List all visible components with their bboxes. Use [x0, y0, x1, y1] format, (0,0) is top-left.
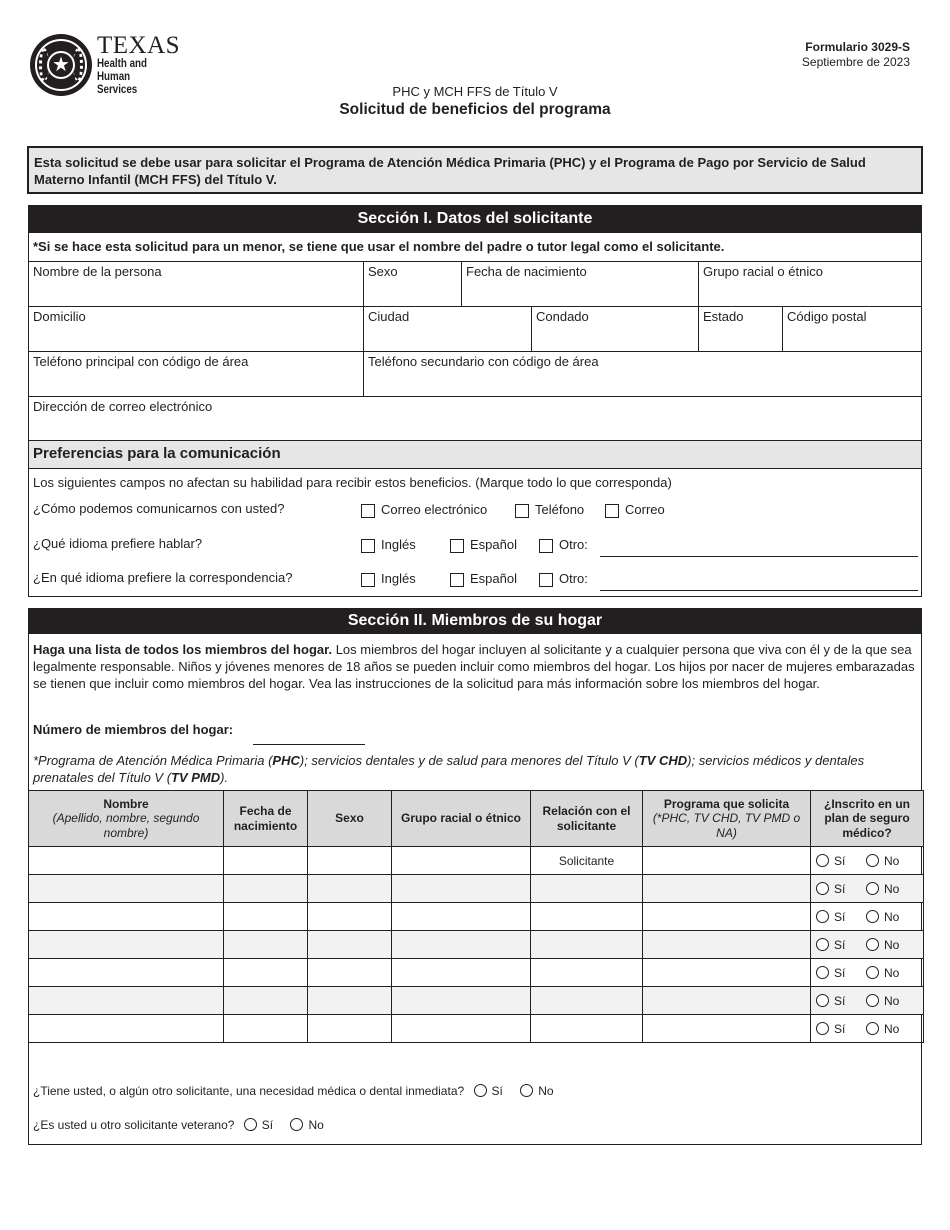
insured-yes-radio[interactable]: Sí: [816, 938, 866, 952]
insured-no-radio[interactable]: No: [866, 910, 899, 924]
state-field[interactable]: [699, 307, 783, 352]
checkbox-icon[interactable]: [605, 504, 619, 518]
col-program: Programa que solicita (*PHC, TV CHD, TV PMD o NA): [643, 791, 811, 847]
relation-cell[interactable]: [531, 875, 643, 903]
relation-cell[interactable]: [531, 1015, 643, 1043]
dob-cell[interactable]: [224, 875, 308, 903]
email-label: Dirección de correo electrónico: [33, 399, 213, 414]
contact-method-row: [33, 501, 913, 519]
written-spanish-checkbox[interactable]: Español: [450, 570, 517, 587]
dob-cell[interactable]: [224, 903, 308, 931]
written-english-checkbox[interactable]: Inglés: [361, 570, 416, 587]
insured-cell: [811, 987, 924, 1015]
zip-field[interactable]: [783, 307, 921, 352]
col-insured: ¿Inscrito en un plan de seguro médico?: [811, 791, 924, 847]
program-cell[interactable]: [643, 987, 811, 1015]
name-cell[interactable]: [29, 847, 224, 875]
insured-cell: [811, 1015, 924, 1043]
sex-cell[interactable]: [308, 903, 392, 931]
col-race: Grupo racial o étnico: [392, 791, 531, 847]
written-other-checkbox[interactable]: Otro:: [539, 570, 588, 587]
household-instructions: Haga una lista de todos los miembros del hogar. Los miembros del hogar incluyen al solicitante y a cualquier persona que viva con él y de la que sea legalmente responsable. Niños y jóvenes menores de 18 años se pueden incluir como miembros del hogar. Los hijos por nacer de mujeres embarazadas se tienen que incluir como miembros del hogar. Vea las instrucciones de la solicitud para más información sobre los miembros del hogar.: [33, 642, 915, 691]
table-row: [29, 847, 924, 875]
race-field[interactable]: [699, 262, 921, 307]
table-row: [29, 903, 924, 931]
insured-yes-radio[interactable]: Sí: [816, 966, 866, 980]
city-label: Ciudad: [368, 309, 410, 324]
county-label: Condado: [536, 309, 589, 324]
name-cell[interactable]: [29, 959, 224, 987]
insured-cell: [811, 903, 924, 931]
medical-need-yes-radio[interactable]: Sí: [474, 1084, 517, 1098]
address-field[interactable]: [29, 307, 364, 352]
col-sex: Sexo: [308, 791, 392, 847]
sex-cell[interactable]: [308, 1015, 392, 1043]
program-cell[interactable]: [643, 931, 811, 959]
name-cell[interactable]: [29, 875, 224, 903]
dob-field[interactable]: [462, 262, 699, 307]
contact-method-question: ¿Cómo podemos comunicarnos con usted?: [33, 501, 285, 516]
program-cell[interactable]: [643, 847, 811, 875]
dob-cell[interactable]: [224, 959, 308, 987]
spoken-other-checkbox[interactable]: Otro:: [539, 536, 588, 553]
race-cell[interactable]: [392, 987, 531, 1015]
spoken-language-question: ¿Qué idioma prefiere hablar?: [33, 536, 203, 551]
veteran-yes-radio[interactable]: Sí: [244, 1118, 287, 1132]
form-date: Septiembre de 2023: [801, 55, 910, 69]
checkbox-icon[interactable]: [361, 504, 375, 518]
communication-preferences-header: Preferencias para la comunicación: [29, 441, 921, 469]
name-field[interactable]: [29, 262, 364, 307]
phone-secondary-label: Teléfono secundario con código de área: [368, 354, 599, 369]
household-count-label: Número de miembros del hogar:: [33, 722, 234, 737]
insured-cell: [811, 875, 924, 903]
checkbox-icon[interactable]: [539, 573, 553, 587]
relation-cell[interactable]: [531, 959, 643, 987]
checkbox-icon[interactable]: [450, 573, 464, 587]
table-row: [29, 987, 924, 1015]
program-cell[interactable]: [643, 903, 811, 931]
insured-no-radio[interactable]: No: [866, 938, 899, 952]
insured-no-radio[interactable]: No: [866, 966, 899, 980]
form-number: Formulario 3029-S: [805, 40, 910, 54]
document-title: [0, 84, 950, 120]
household-count-input[interactable]: [253, 744, 365, 745]
sex-cell[interactable]: [308, 875, 392, 903]
insured-no-radio[interactable]: No: [866, 994, 899, 1008]
veteran-no-radio[interactable]: No: [290, 1118, 323, 1132]
table-row: [29, 875, 924, 903]
table-header-row: [29, 791, 924, 847]
phone-secondary-field[interactable]: [364, 352, 921, 397]
insured-cell: [811, 931, 924, 959]
race-cell[interactable]: [392, 959, 531, 987]
veteran-question: ¿Es usted u otro solicitante veterano? Sí No: [33, 1118, 324, 1132]
sex-cell[interactable]: [308, 959, 392, 987]
dob-cell[interactable]: [224, 847, 308, 875]
section2-header: Sección II. Miembros de su hogar: [28, 608, 922, 634]
name-label: Nombre de la persona: [33, 264, 162, 279]
relation-cell: Solicitante: [531, 847, 643, 875]
phone-primary-label: Teléfono principal con código de área: [33, 354, 249, 369]
texas-seal-icon: ★: [30, 34, 92, 96]
race-cell[interactable]: [392, 1015, 531, 1043]
sex-field[interactable]: [364, 262, 462, 307]
address-label: Domicilio: [33, 309, 86, 324]
form-id: [802, 40, 910, 70]
name-cell[interactable]: [29, 1015, 224, 1043]
checkbox-icon[interactable]: [450, 539, 464, 553]
insured-no-radio[interactable]: No: [866, 882, 899, 896]
col-dob: Fecha de nacimiento: [224, 791, 308, 847]
relation-cell[interactable]: [531, 987, 643, 1015]
table-row: [29, 931, 924, 959]
name-cell[interactable]: [29, 931, 224, 959]
household-members-table: [28, 790, 924, 1043]
section1-header: Sección I. Datos del solicitante: [28, 205, 922, 233]
insured-no-radio[interactable]: No: [866, 1022, 899, 1036]
intro-notice: Esta solicitud se debe usar para solicitar el Programa de Atención Médica Primaria (PHC) y el Programa de Pago por Servicio de Salud Materno Infantil (MCH FFS) del Título V.: [27, 146, 923, 194]
table-row: [29, 959, 924, 987]
medical-need-question: ¿Tiene usted, o algún otro solicitante, una necesidad médica o dental inmediata? Sí No: [33, 1084, 554, 1098]
written-other-input[interactable]: [600, 590, 918, 591]
county-field[interactable]: [532, 307, 699, 352]
state-label: Estado: [703, 309, 744, 324]
title-subtitle: PHC y MCH FFS de Título V: [392, 84, 558, 99]
phone-primary-field[interactable]: [29, 352, 364, 397]
spoken-spanish-checkbox[interactable]: Español: [450, 536, 517, 553]
program-cell[interactable]: [643, 959, 811, 987]
zip-label: Código postal: [787, 309, 867, 324]
spoken-other-input[interactable]: [600, 556, 918, 557]
program-cell[interactable]: [643, 1015, 811, 1043]
race-cell[interactable]: [392, 931, 531, 959]
logo-texas: TEXAS: [97, 31, 181, 59]
program-cell[interactable]: [643, 875, 811, 903]
checkbox-icon[interactable]: [515, 504, 529, 518]
insured-cell: [811, 959, 924, 987]
relation-cell[interactable]: [531, 903, 643, 931]
dob-cell[interactable]: [224, 987, 308, 1015]
program-abbrev-note: *Programa de Atención Médica Primaria (PHC); servicios dentales y de salud para menores del Título V (TV CHD); servicios médicos y dentales prenatales del Título V (TV PMD).: [33, 753, 865, 785]
city-field[interactable]: [364, 307, 532, 352]
dob-label: Fecha de nacimiento: [466, 264, 587, 279]
written-language-question: ¿En qué idioma prefiere la correspondencia?: [33, 570, 293, 585]
preferences-note: Los siguientes campos no afectan su habilidad para recibir estos beneficios. (Marque todo lo que corresponda): [33, 475, 672, 490]
checkbox-icon[interactable]: [539, 539, 553, 553]
section2-household-members: [28, 633, 922, 1145]
page-title: Solicitud de beneficios del programa: [339, 101, 611, 118]
insured-yes-radio[interactable]: Sí: [816, 910, 866, 924]
spoken-english-checkbox[interactable]: Inglés: [361, 536, 416, 553]
minor-note: *Si se hace esta solicitud para un menor, se tiene que usar el nombre del padre o tutor legal como el solicitante.: [29, 233, 921, 262]
contact-mail-checkbox[interactable]: Correo: [605, 501, 665, 518]
sex-cell[interactable]: [308, 987, 392, 1015]
section1-applicant-info: [28, 232, 922, 597]
name-cell[interactable]: [29, 903, 224, 931]
insured-yes-radio[interactable]: Sí: [816, 854, 866, 868]
written-language-row: [33, 570, 913, 588]
table-row: [29, 1015, 924, 1043]
checkbox-icon[interactable]: [361, 539, 375, 553]
contact-email-checkbox[interactable]: Correo electrónico: [361, 501, 487, 518]
insured-yes-radio[interactable]: Sí: [816, 994, 866, 1008]
col-relation: Relación con el solicitante: [531, 791, 643, 847]
name-cell[interactable]: [29, 987, 224, 1015]
spoken-language-row: [33, 536, 913, 554]
logo-subtitle-1: Health and Human: [97, 57, 147, 83]
race-cell[interactable]: [392, 903, 531, 931]
insured-no-radio[interactable]: No: [866, 854, 899, 868]
sex-cell[interactable]: [308, 847, 392, 875]
insured-yes-radio[interactable]: Sí: [816, 1022, 866, 1036]
race-cell[interactable]: [392, 847, 531, 875]
race-cell[interactable]: [392, 875, 531, 903]
relation-cell[interactable]: [531, 931, 643, 959]
race-label: Grupo racial o étnico: [703, 264, 823, 279]
dob-cell[interactable]: [224, 1015, 308, 1043]
medical-need-no-radio[interactable]: No: [520, 1084, 553, 1098]
dob-cell[interactable]: [224, 931, 308, 959]
logo-subtitle-2: Services: [97, 83, 138, 96]
sex-label: Sexo: [368, 264, 398, 279]
sex-cell[interactable]: [308, 931, 392, 959]
col-name: Nombre (Apellido, nombre, segundo nombre): [29, 791, 224, 847]
email-field[interactable]: [29, 397, 921, 441]
checkbox-icon[interactable]: [361, 573, 375, 587]
contact-phone-checkbox[interactable]: Teléfono: [515, 501, 584, 518]
insured-yes-radio[interactable]: Sí: [816, 882, 866, 896]
insured-cell: [811, 847, 924, 875]
